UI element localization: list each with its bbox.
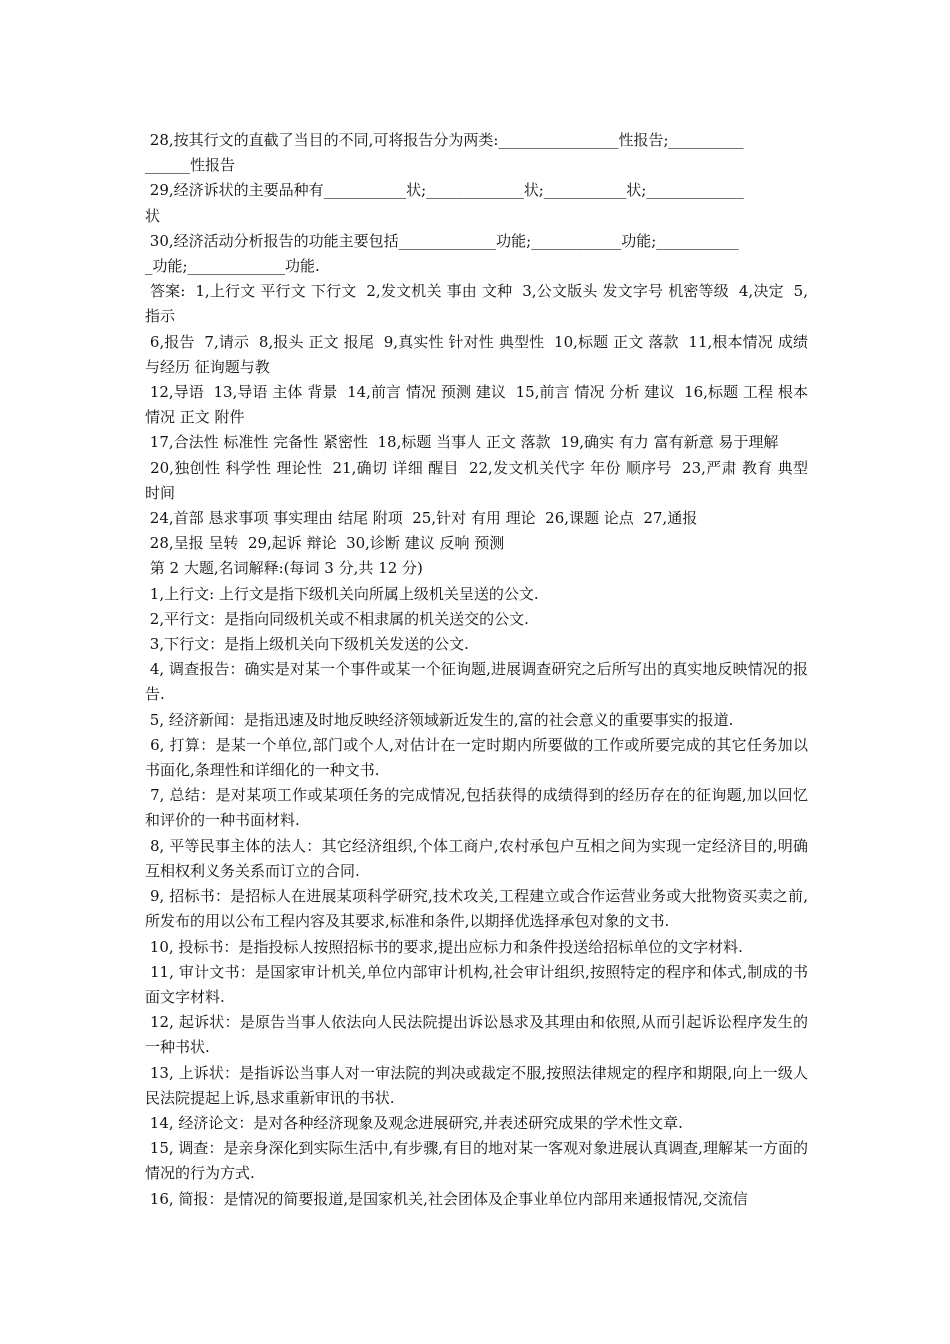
answer-line-7: 28,呈报 呈转 29,起诉 辩论 30,诊断 建议 反响 预测 — [145, 534, 505, 553]
definition-15: 15, 调查：是亲身深化到实际生活中,有步骤,有目的地对某一客观对象进展认真调查,理解某一方面的情况的行为方式. — [145, 1139, 808, 1183]
definition-12: 12, 起诉状：是原告当事人依法向人民法院提出诉讼恳求及其理由和依照,从而引起诉讼程序发生的一种书状. — [145, 1013, 808, 1057]
paragraph-q28: 28,按其行文的直截了当目的不同,可将报告分为两类:________________性报告;__________ ______性报告 — [145, 131, 744, 175]
definition-14: 14, 经济论文：是对各种经济现象及观念进展研究,并表述研究成果的学术性文章. — [145, 1113, 683, 1132]
answer-line-4: 17,合法性 标准性 完备性 紧密性 18,标题 当事人 正文 落款 19,确实 有力 富有新意 易于理解 — [145, 433, 779, 452]
definition-5: 5, 经济新闻：是指迅速及时地反映经济领域新近发生的,富的社会意义的重要事实的报道. — [145, 710, 734, 729]
section-heading: 第 2 大题,名词解释:(每词 3 分,共 12 分) — [145, 559, 423, 578]
definition-4: 4, 调查报告：确实是对某一个事件或某一个征询题,进展调查研究之后所写出的真实地反映情况的报告. — [145, 660, 808, 704]
definition-10: 10, 投标书：是指投标人按照招标书的要求,提出应标力和条件投送给招标单位的文字材料. — [145, 937, 743, 956]
definition-8: 8, 平等民事主体的法人：其它经济组织,个体工商户,农村承包户互相之间为实现一定经济目的,明确互相权利义务关系而订立的合同. — [145, 836, 808, 880]
definition-9: 9, 招标书：是招标人在进展某项科学研究,技术攻关,工程建立或合作运营业务或大批物资买卖之前,所发布的用以公布工程内容及其要求,标准和条件,以期择优选择承包对象的文书. — [145, 887, 808, 931]
paragraph-q29: 29,经济诉状的主要品种有___________状;_____________状;___________状;_____________ 状 — [145, 181, 744, 225]
answer-line-5: 20,独创性 科学性 理论性 21,确切 详细 醒目 22,发文机关代字 年份 顺序号 23,严肃 教育 典型 时间 — [145, 458, 813, 502]
answer-line-2: 6,报告 7,请示 8,报头 正文 报尾 9,真实性 针对性 典型性 10,标题 正文 落款 11,根本情况 成绩与经历 征询题与教 — [145, 332, 808, 376]
answer-line-1: 答案: 1,上行文 平行文 下行文 2,发文机关 事由 文种 3,公文版头 发文字号 机密等级 4,决定 5,指示 — [145, 282, 808, 326]
definition-11: 11, 审计文书：是国家审计机关,单位内部审计机构,社会审计组织,按照特定的程序和体式,制成的书面文字材料. — [145, 962, 808, 1006]
definition-13: 13, 上诉状：是指诉讼当事人对一审法院的判决或裁定不服,按照法律规定的程序和期限,向上一级人民法院提起上诉,恳求重新审讯的书状. — [145, 1063, 808, 1107]
definition-7: 7, 总结：是对某项工作或某项任务的完成情况,包括获得的成绩得到的经历存在的征询题,加以回忆和评价的一种书面材料. — [145, 786, 808, 830]
definition-16: 16, 简报：是情况的简要报道,是国家机关,社会团体及企事业单位内部用来通报情况,交流信 — [145, 1189, 748, 1208]
definition-3: 3,下行文：是指上级机关向下级机关发送的公文. — [145, 635, 469, 654]
definition-1: 1,上行文: 上行文是指下级机关向所属上级机关呈送的公文. — [145, 584, 539, 603]
definition-6: 6, 打算：是某一个单位,部门或个人,对估计在一定时期内所要做的工作或所要完成的其它任务加以书面化,条理性和详细化的一种文书. — [145, 735, 808, 780]
paragraph-q30: 30,经济活动分析报告的功能主要包括_____________功能;____________功能;___________ _功能;_____________功能. — [145, 231, 739, 276]
document-page — [145, 128, 813, 1212]
definition-2: 2,平行文：是指向同级机关或不相隶属的机关送交的公文. — [145, 609, 529, 628]
answer-line-3: 12,导语 13,导语 主体 背景 14,前言 情况 预测 建议 15,前言 情况 分析 建议 16,标题 工程 根本情况 正文 附件 — [145, 383, 808, 427]
answer-line-6: 24,首部 恳求事项 事实理由 结尾 附项 25,针对 有用 理论 26,课题 论点 27,通报 — [145, 509, 698, 528]
